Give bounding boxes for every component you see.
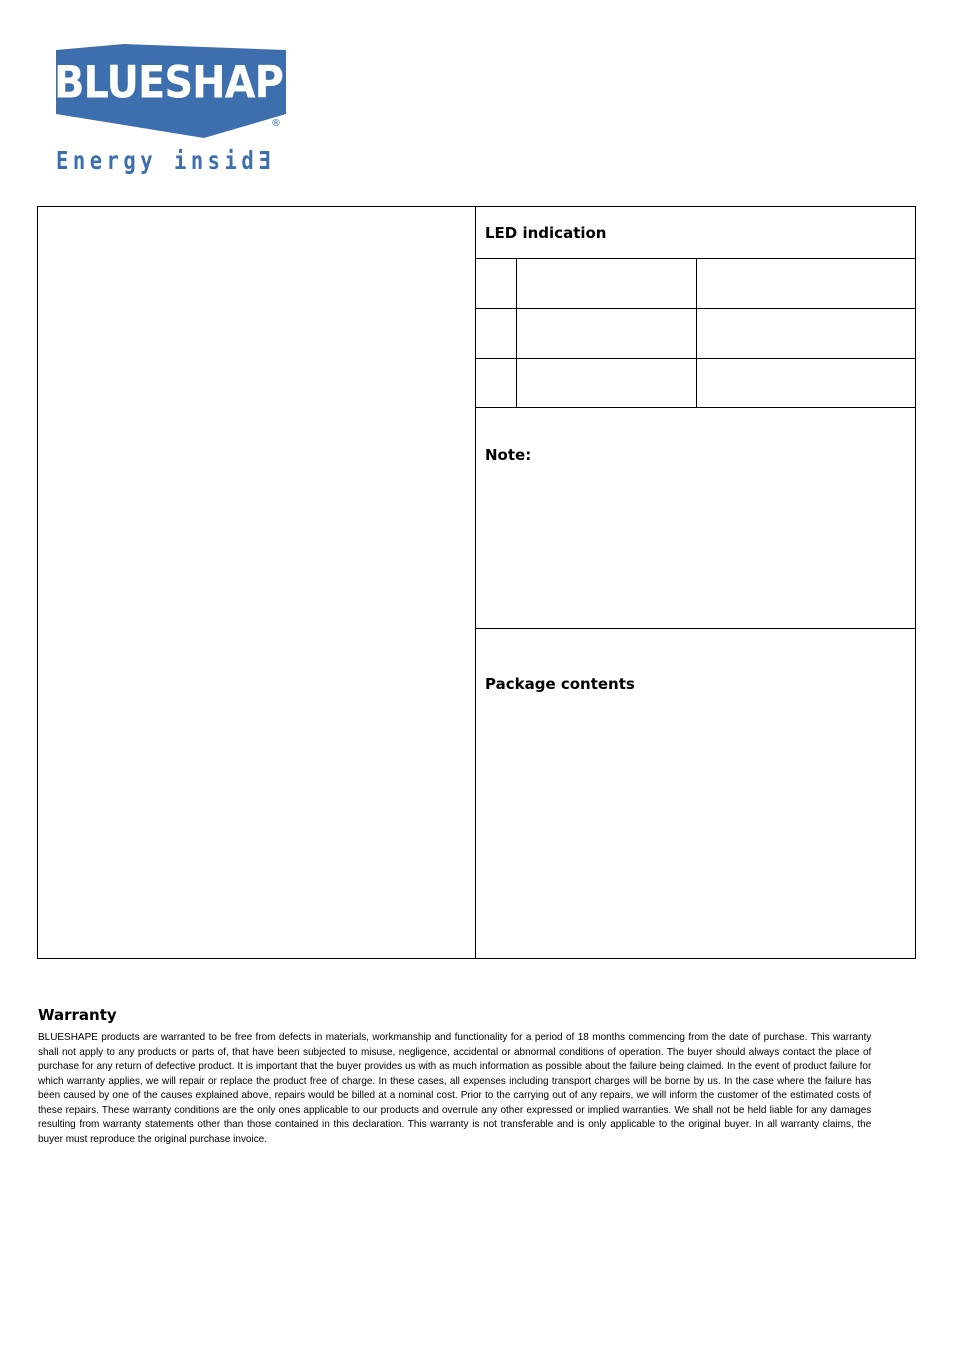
blueshape-logo (54, 42, 310, 182)
warranty-heading: Warranty (38, 1006, 117, 1024)
led-cell-state (517, 359, 697, 408)
led-indication-heading: LED indication (485, 224, 607, 242)
led-cell-state (517, 259, 697, 308)
note-section (476, 407, 916, 629)
led-cell-meaning (697, 259, 916, 308)
led-table-row (476, 308, 916, 358)
package-contents-heading: Package contents (485, 675, 635, 693)
product-info-grid (37, 206, 916, 959)
led-cell-meaning (697, 359, 916, 408)
led-table-row (476, 358, 916, 408)
logo-tagline: Energy insidƎ (56, 146, 276, 175)
led-indication-table (476, 258, 916, 408)
note-heading: Note: (485, 446, 532, 464)
left-panel (38, 207, 475, 958)
led-table-row (476, 259, 916, 308)
logo-wordmark: BLUESHAPE (54, 57, 310, 109)
led-cell-indicator (476, 259, 517, 308)
led-cell-indicator (476, 309, 517, 358)
right-panel (475, 207, 916, 958)
led-cell-indicator (476, 359, 517, 408)
registered-mark: ® (271, 118, 281, 129)
led-cell-state (517, 309, 697, 358)
led-cell-meaning (697, 309, 916, 358)
warranty-text: BLUESHAPE products are warranted to be free from defects in materials, workmanship and functionality for a period of 18 months commencing from the date of purchase. This warranty shall not apply to any products or parts of, that have been subjected to misuse, negligence, accidental or abnormal conditions of operation. The buyer should always contact the place of purchase for any return of defective product. It is important that the buyer provides us with as much information as possible about the failure being claimed. In the event of product failure for which warranty applies, we will repair or replace the product free of charge. In these cases, all expenses including transport charges will be borne by us. In the case where the failure has been caused by one of the causes explained above, repairs would be billed at a nominal cost. Prior to the carrying out of any repairs, we will inform the customer of the estimated costs of these repairs. These warranty conditions are the only ones applicable to our products and overrule any other expressed or implied warranties. We shall not be held liable for any damages resulting from warranty statements other than those contained in this declaration. This warranty is not transferable and is only applicable to the original buyer. In all warranty claims, the buyer must reproduce the original purchase invoice. (38, 1032, 872, 1145)
